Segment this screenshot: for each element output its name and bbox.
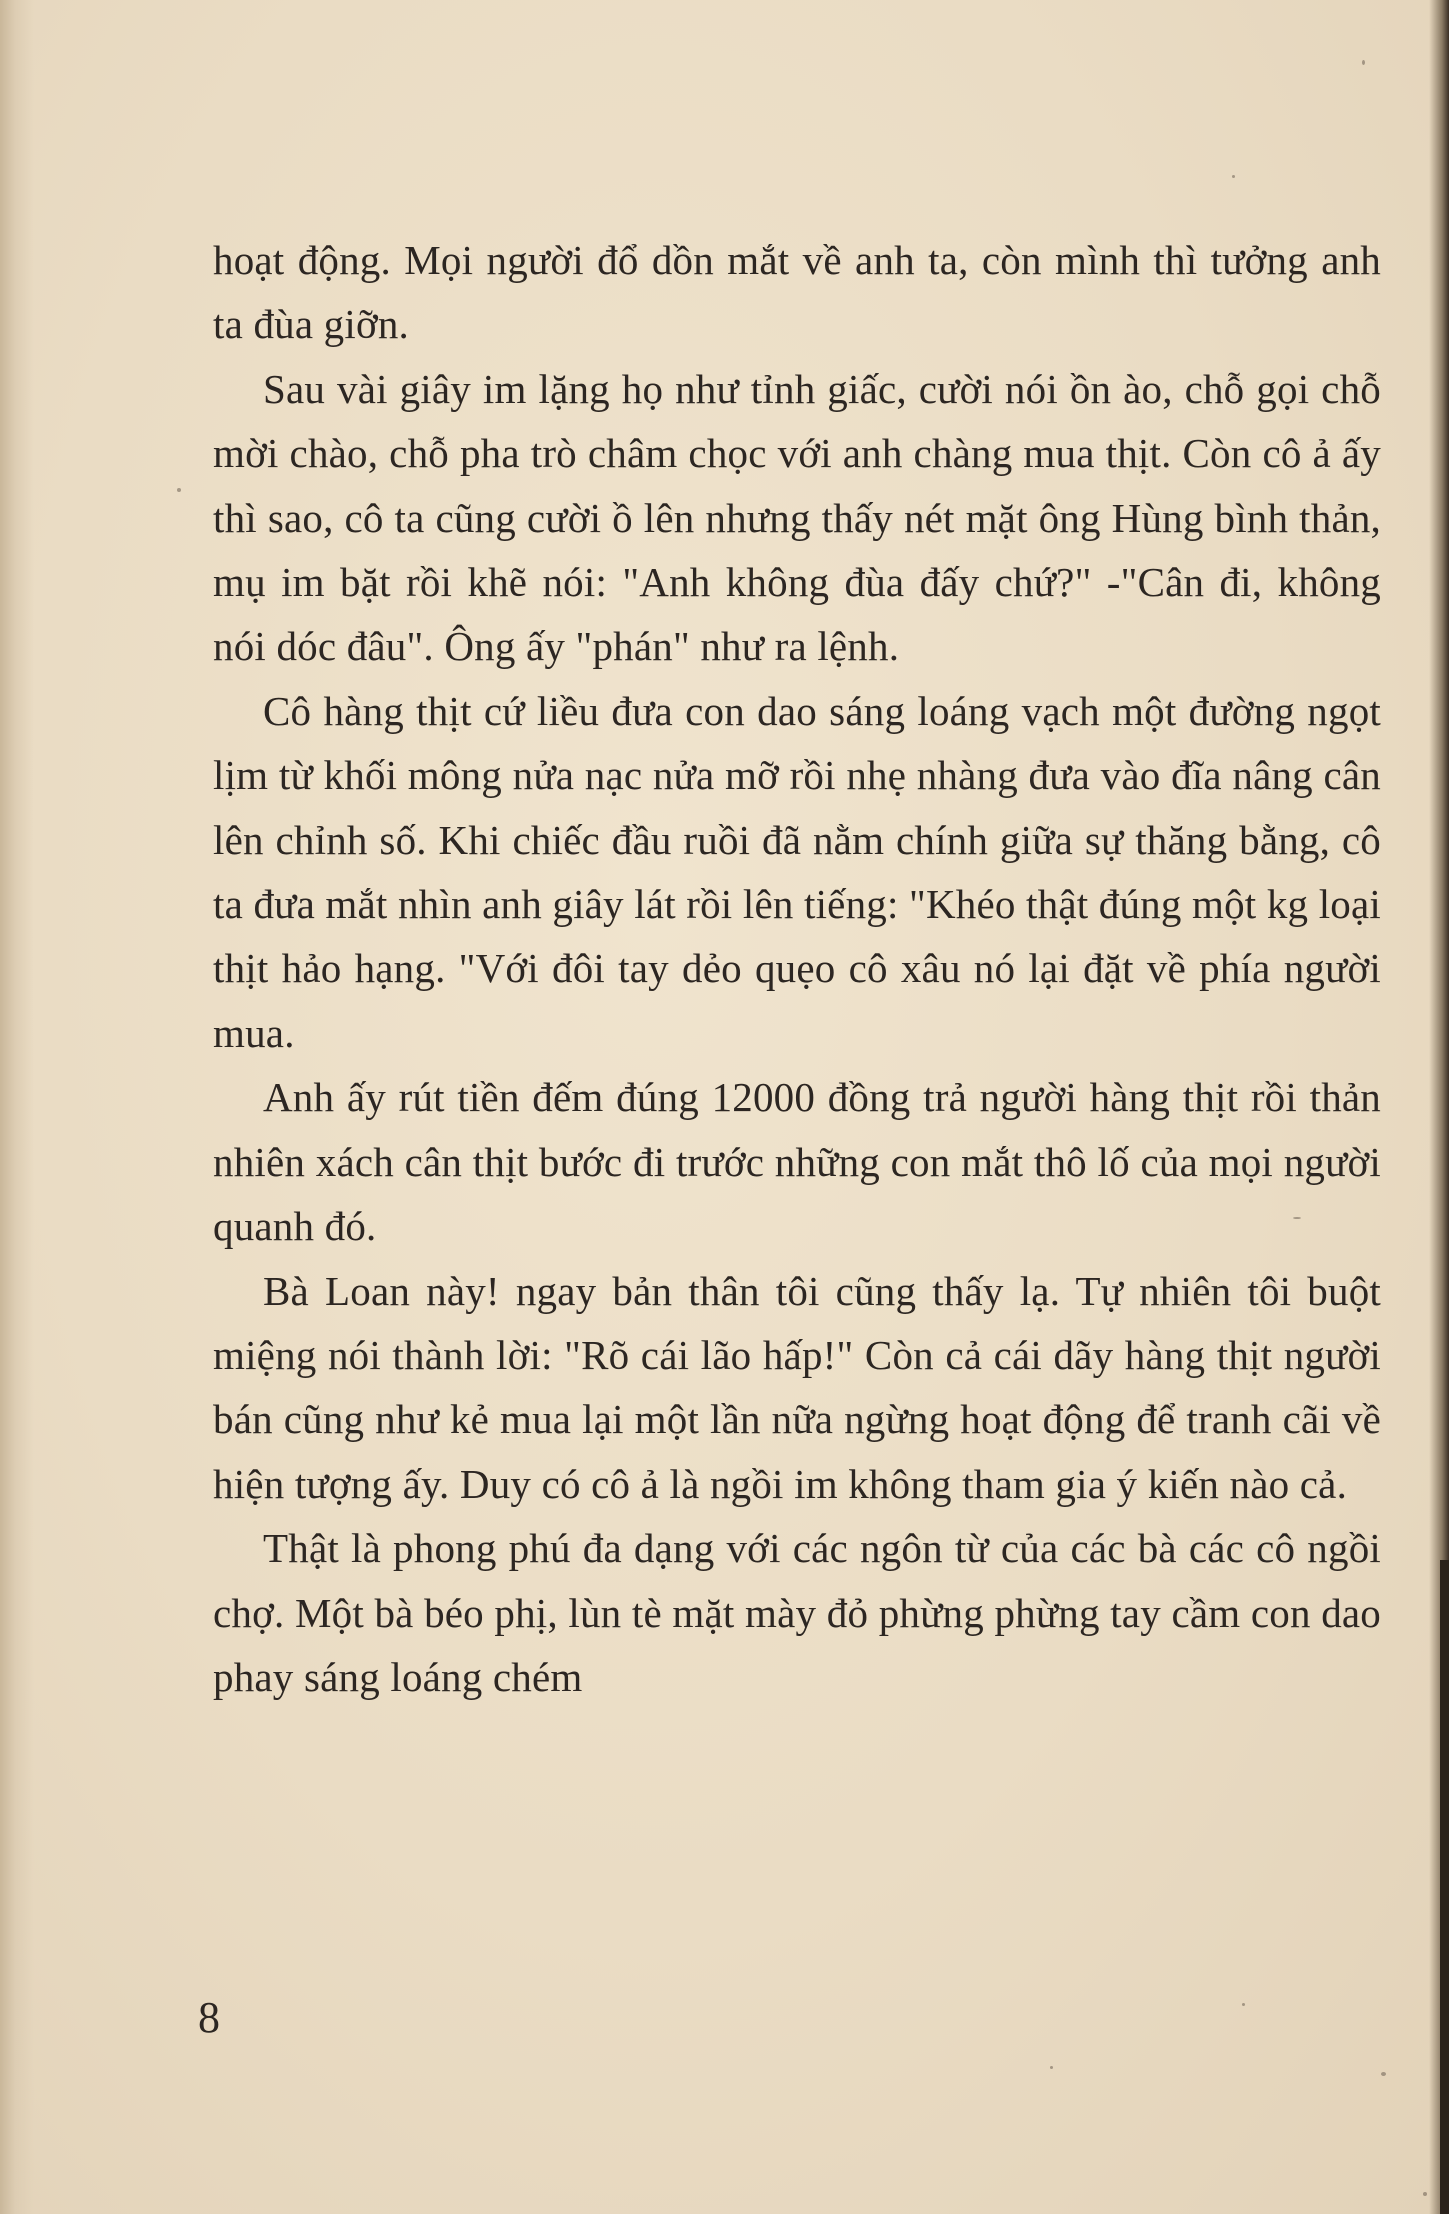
- paper-speck: [177, 488, 181, 492]
- paragraph: Cô hàng thịt cứ liều đưa con dao sáng loáng vạch một đường ngọt lịm từ khối mông nửa nạc nửa mỡ rồi nhẹ nhàng đưa vào đĩa nâng cân lên chỉnh số. Khi chiếc đầu ruồi đã nằm chính giữa sự thăng bằng, cô ta đưa mắt nhìn anh giây lát rồi lên tiếng: "Khéo thật đúng một kg loại thịt hảo hạng. "Với đôi tay dẻo quẹo cô xâu nó lại đặt về phía người mua.: [213, 687, 1381, 1056]
- paper-speck: [1232, 175, 1235, 178]
- paragraph: Thật là phong phú đa dạng với các ngôn từ của các bà các cô ngồi chợ. Một bà béo phị, lùn tè mặt mày đỏ phừng phừng tay cầm con dao phay sáng loáng chém: [213, 1525, 1381, 1700]
- paper-speck: [1381, 2072, 1386, 2076]
- paragraph: Sau vài giây im lặng họ như tỉnh giấc, cười nói ồn ào, chỗ gọi chỗ mời chào, chỗ pha trò châm chọc với anh chàng mua thịt. Còn cô ả ấy thì sao, cô ta cũng cười ồ lên nhưng thấy nét mặt ông Hùng bình thản, mụ im bặt rồi khẽ nói: "Anh không đùa đấy chứ?" -"Cân đi, không nói dóc đâu". Ông ấy "phán" như ra lệnh.: [213, 365, 1381, 670]
- paper-speck: [1242, 2003, 1245, 2006]
- paragraph: Anh ấy rút tiền đếm đúng 12000 đồng trả người hàng thịt rồi thản nhiên xách cân thịt bước đi trước những con mắt thô lố của mọi người quanh đó.: [213, 1074, 1381, 1250]
- page-number: 8: [198, 1993, 220, 2042]
- paragraph: Bà Loan này! ngay bản thân tôi cũng thấy lạ. Tự nhiên tôi buột miệng nói thành lời: "Rõ cái lão hấp!" Còn cả cái dãy hàng thịt người bán cũng như kẻ mua lại một lần nữa ngừng hoạt động để tranh cãi về hiện tượng ấy. Duy có cô ả là ngồi im không tham gia ý kiến nào cả.: [213, 1267, 1381, 1507]
- page-right-binding: [1440, 1560, 1449, 2214]
- page-left-edge-shadow: [0, 0, 34, 2214]
- paper-speck: [1423, 2192, 1427, 2196]
- body-text: [213, 228, 1381, 1709]
- paper-speck: [1362, 60, 1365, 65]
- paper-speck: [1050, 2066, 1053, 2069]
- paragraph-continued: hoạt động. Mọi người đổ dồn mắt về anh ta, còn mình thì tưởng anh ta đùa giỡn.: [213, 237, 1381, 348]
